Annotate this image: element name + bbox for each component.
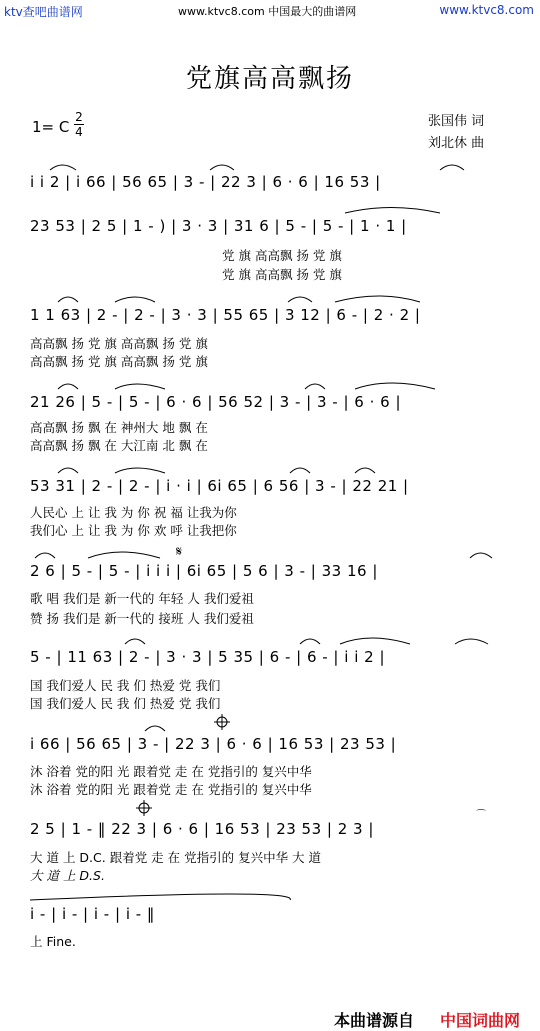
slur-mark (50, 165, 76, 170)
slur-mark (440, 165, 464, 170)
slur-mark (290, 468, 310, 473)
slur-mark (288, 297, 312, 302)
score-line-7: 5 - | 11 63 | 2 - | 3 · 3 | 5 35 | 6 - | 6 - | i i 2 | (30, 648, 385, 666)
slur-mark (115, 384, 165, 389)
lyric-line-9-v1: 大 道 上 D.C. 跟着党 走 在 党指引的 复兴中华 大 道 (30, 850, 322, 865)
score-line-1: i i 2 | i 66 | 56 65 | 3 - | 22 3 | 6 · 6 | 16 53 | (30, 173, 381, 191)
lyric-line-5-v1: 人民心 上 让 我 为 你 祝 福 让我为你 (30, 505, 237, 520)
lyric-line-7-v1: 国 我们爱人 民 我 们 热爱 党 我们 (30, 678, 221, 693)
footer-site-link[interactable]: 中国词曲网 (440, 1011, 521, 1030)
lyric-line-8-v1: 沐 浴着 党的阳 光 跟着党 走 在 党指引的 复兴中华 (30, 764, 312, 779)
lyric-line-9-v2: 大 道 上 D.S. (30, 868, 105, 883)
lyric-line-6-v2: 赞 扬 我们是 新一代的 接班 人 我们爱祖 (30, 611, 254, 626)
lyric-line-3-v1: 高高飘 扬 党 旗 高高飘 扬 党 旗 (30, 336, 208, 351)
slur-mark (88, 552, 160, 558)
lyricist-credit: 张国伟 词 (428, 114, 485, 129)
score-line-10: i - | i - | i - | i - ‖ (30, 905, 155, 923)
lyric-line-2-v2: 党 旗 高高飘 扬 党 旗 (222, 267, 342, 282)
slur-mark (470, 553, 492, 558)
lyric-line-7-v2: 国 我们爱人 民 我 们 热爱 党 我们 (30, 696, 221, 711)
segno-icon: 𝄋 (176, 544, 183, 560)
site-url[interactable]: www.ktvc8.com (439, 3, 534, 17)
score-line-6: 2 6 | 5 - | 5 - | i i i | 6i 65 | 5 6 | 3 - | 33 16 | (30, 562, 378, 580)
slur-mark (355, 383, 435, 389)
composer-credit: 刘北休 曲 (428, 136, 485, 151)
lyric-line-10-v1: 上 Fine. (30, 934, 76, 949)
coda-icon (136, 800, 152, 816)
meter-top: 2 (75, 110, 83, 124)
page-title: 党旗高高飘扬 (185, 64, 354, 94)
lyric-line-6-v1: 歌 唱 我们是 新一代的 年轻 人 我们爱祖 (30, 591, 254, 606)
slur-mark (340, 638, 410, 644)
slur-mark (145, 726, 165, 731)
slur-mark (35, 553, 55, 558)
score-line-4: 21 26 | 5 - | 5 - | 6 · 6 | 56 52 | 3 - | 3 - | 6 · 6 | (30, 393, 402, 411)
slur-mark (58, 297, 78, 302)
slur-mark (210, 165, 234, 170)
lyric-line-3-v2: 高高飘 扬 党 旗 高高飘 扬 党 旗 (30, 354, 208, 369)
coda-icon (214, 714, 230, 730)
slur-mark (58, 384, 78, 389)
lyric-line-4-v2: 高高飘 扬 飘 在 大江南 北 飘 在 (30, 438, 208, 453)
slur-mark (355, 468, 375, 473)
slur-mark (58, 468, 78, 473)
score-line-5: 53 31 | 2 - | 2 - | i · i | 6i 65 | 6 56 | 3 - | 22 21 | (30, 477, 409, 495)
meter-bottom: 4 (75, 125, 83, 139)
slur-mark (115, 468, 165, 473)
fermata-icon: ⌒ (476, 810, 486, 821)
key-signature: 1= C (32, 118, 70, 136)
slur-mark (305, 384, 325, 389)
slur-mark (455, 639, 488, 644)
slur-mark (115, 297, 155, 302)
footer-source-label: 本曲谱源自 (334, 1011, 415, 1030)
site-logo-text[interactable]: ktv查吧曲谱网 (4, 5, 83, 19)
header-center-text: www.ktvc8.com 中国最大的曲谱网 (178, 5, 357, 18)
slur-mark (345, 208, 440, 214)
slur-mark (300, 639, 320, 644)
slur-mark (125, 639, 145, 644)
lyric-line-2-v1: 党 旗 高高飘 扬 党 旗 (222, 248, 342, 263)
score-line-3: 1 1 63 | 2 - | 2 - | 3 · 3 | 55 65 | 3 12 | 6 - | 2 · 2 | (30, 306, 421, 324)
score-line-9: 2 5 | 1 - ‖ 22 3 | 6 · 6 | 16 53 | 23 53 | 2 3 | (30, 820, 374, 838)
lyric-line-4-v1: 高高飘 扬 飘 在 神州大 地 飘 在 (30, 420, 208, 435)
lyric-line-8-v2: 沐 浴着 党的阳 光 跟着党 走 在 党指引的 复兴中华 (30, 782, 312, 797)
score-line-8: i 66 | 56 65 | 3 - | 22 3 | 6 · 6 | 16 53 | 23 53 | (30, 735, 397, 753)
lyric-line-5-v2: 我们心 上 让 我 为 你 欢 呼 让我把你 (30, 523, 237, 538)
score-line-2: 23 53 | 2 5 | 1 - ) | 3 · 3 | 31 6 | 5 - | 5 - | 1 · 1 | (30, 217, 407, 235)
slur-mark (335, 296, 420, 302)
slur-mark (30, 894, 290, 900)
